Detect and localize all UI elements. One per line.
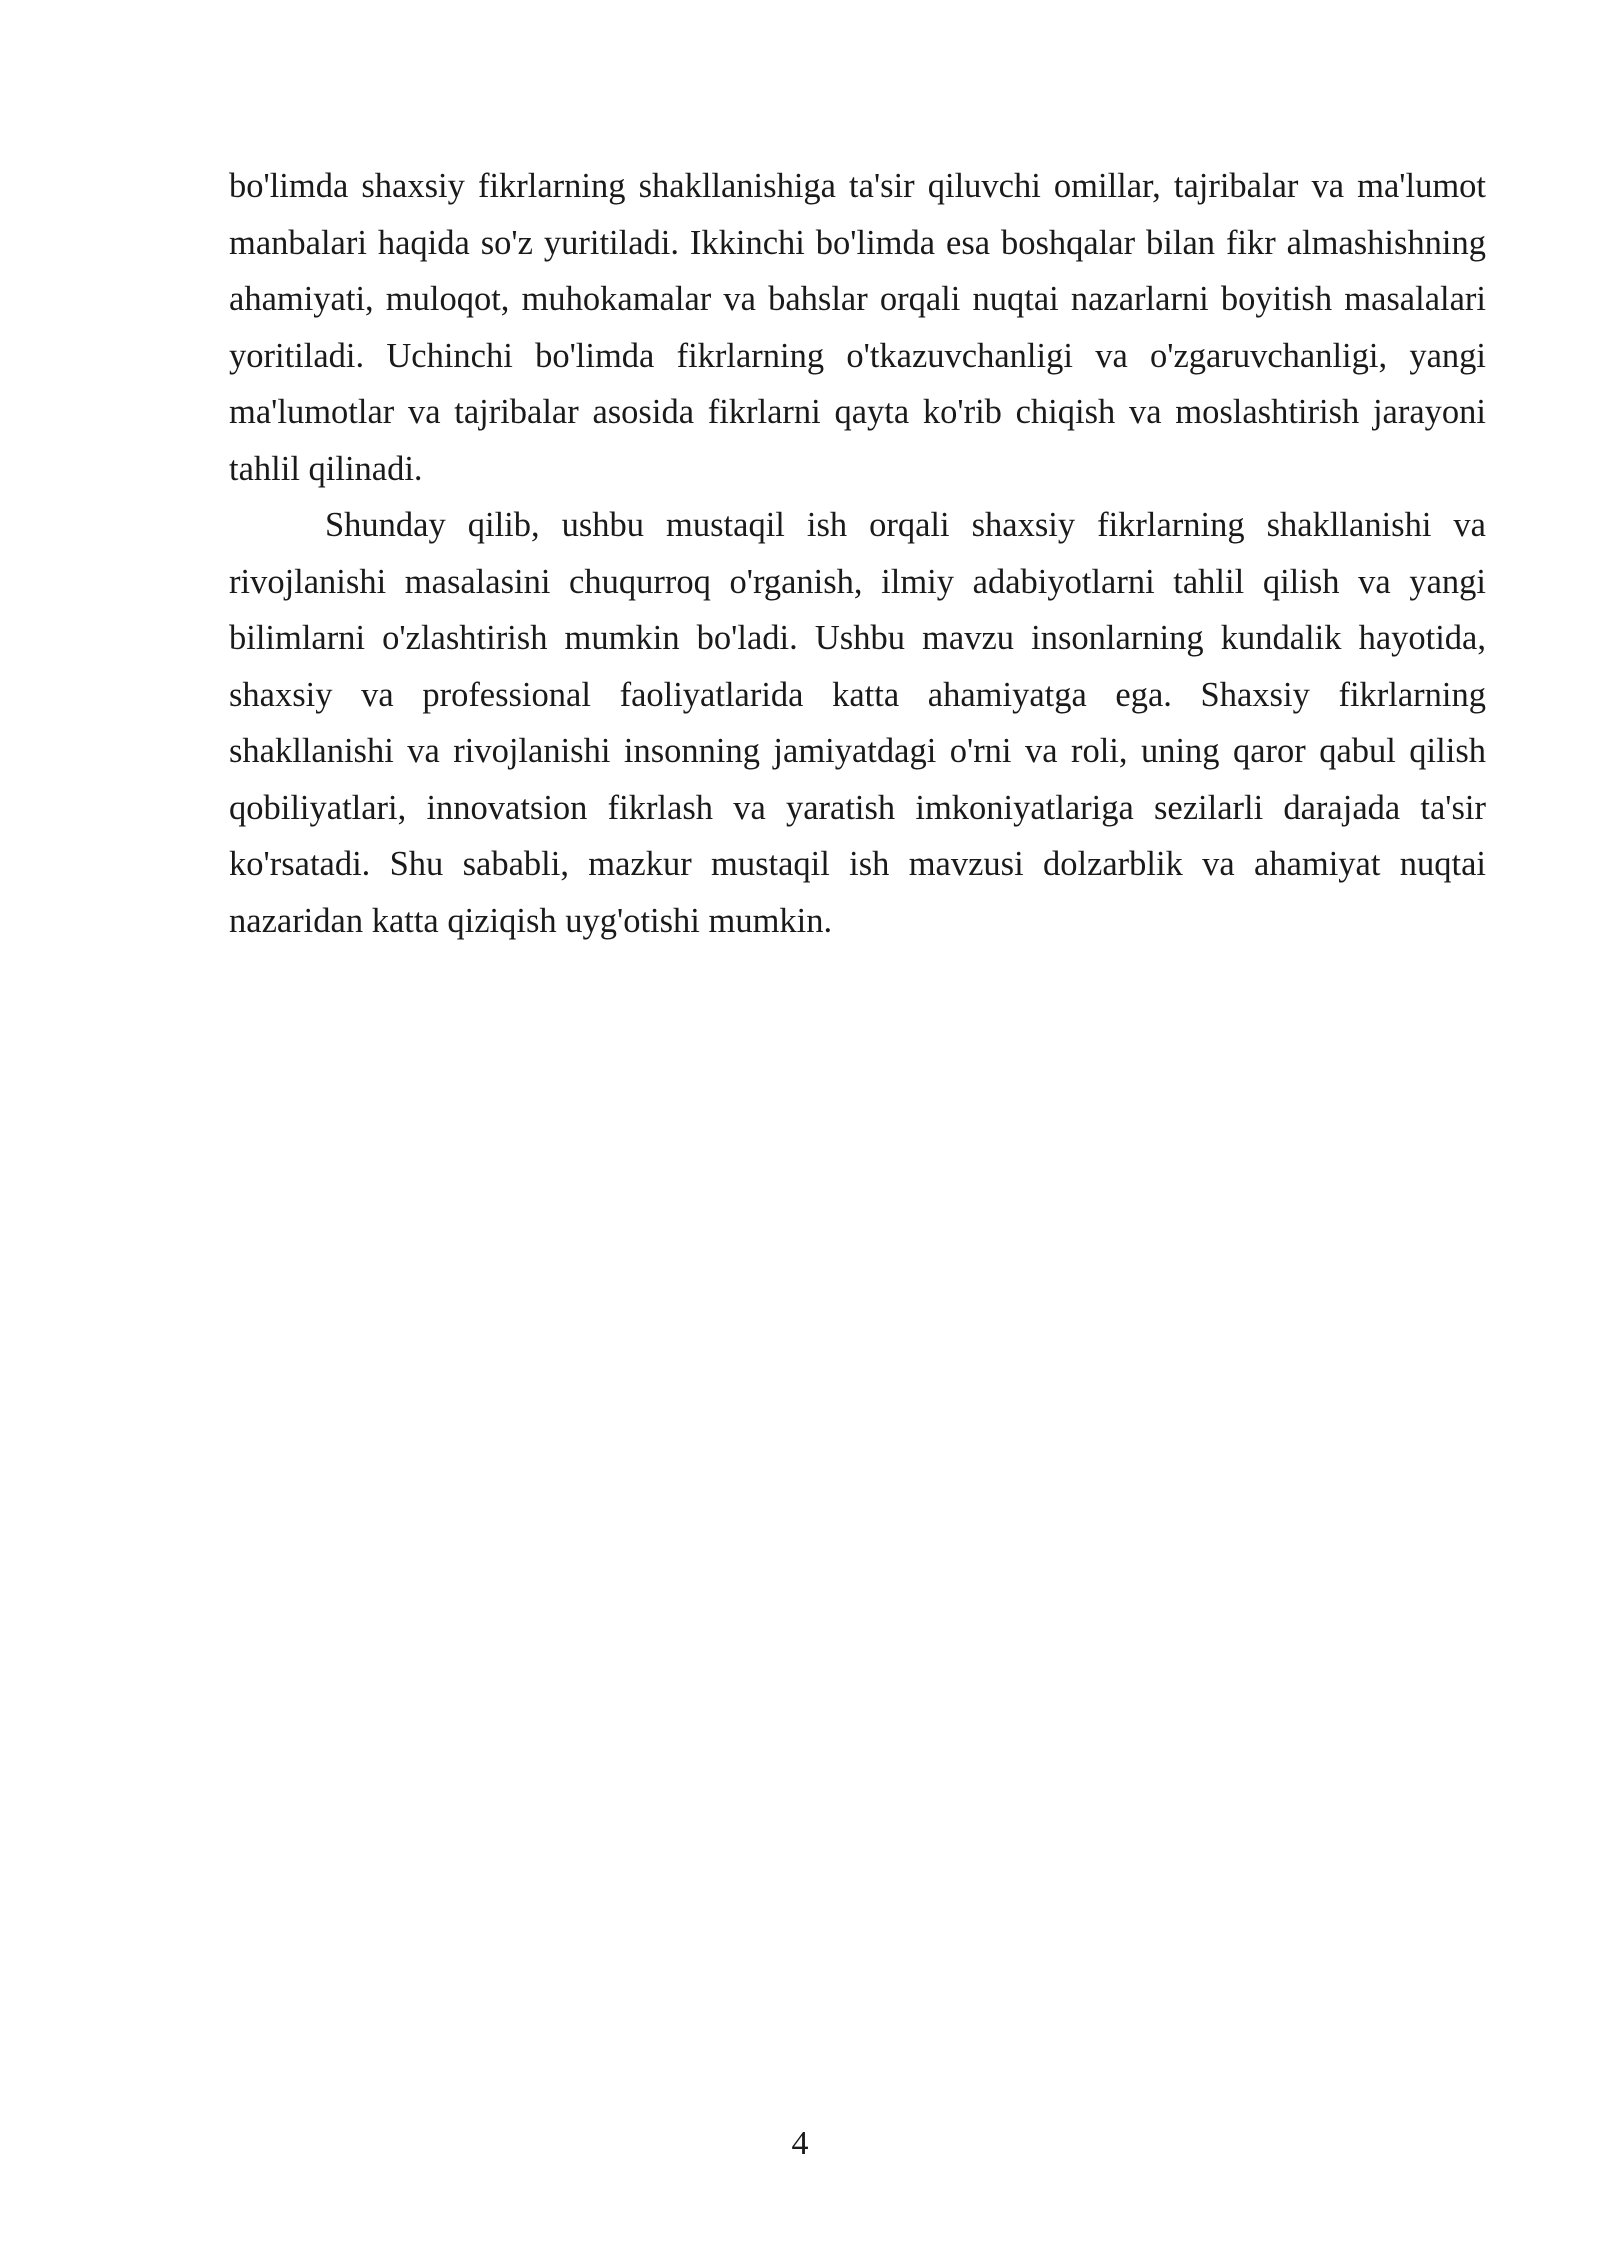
paragraph-continuation: bo'limda shaxsiy fikrlarning shakllanishiga ta'sir qiluvchi omillar, tajribalar va ma'lumot manbalari haqida so'z yuritiladi. Ikkinchi bo'limda esa boshqalar bilan fikr almashishning ahamiyati, muloqot, muhokamalar va bahslar orqali nuqtai nazarlarni boyitish masalalari yoritiladi. Uchinchi bo'limda fikrlarning o'tkazuvchanligi va o'zgaruvchanligi, yangi ma'lumotlar va tajribalar asosida fikrlarni qayta ko'rib chiqish va moslashtirish jarayoni tahlil qilinadi. (229, 167, 1486, 488)
paragraph-conclusion: Shunday qilib, ushbu mustaqil ish orqali shaxsiy fikrlarning shakllanishi va rivojlanishi masalasini chuqurroq o'rganish, ilmiy adabiyotlarni tahlil qilish va yangi bilimlarni o'zlashtirish mumkin bo'ladi. Ushbu mavzu insonlarning kundalik hayotida, shaxsiy va professional faoliyatlarida katta ahamiyatga ega. Shaxsiy fikrlarning shakllanishi va rivojlanishi insonning jamiyatdagi o'rni va roli, uning qaror qabul qilish qobiliyatlari, innovatsion fikrlash va yaratish imkoniyatlariga sezilarli darajada ta'sir ko'rsatadi. Shu sababli, mazkur mustaqil ish mavzusi dolzarblik va ahamiyat nuqtai nazaridan katta qiziqish uyg'otishi mumkin. (229, 506, 1486, 940)
page-number: 4 (791, 2125, 809, 2162)
page-body (229, 158, 1486, 949)
